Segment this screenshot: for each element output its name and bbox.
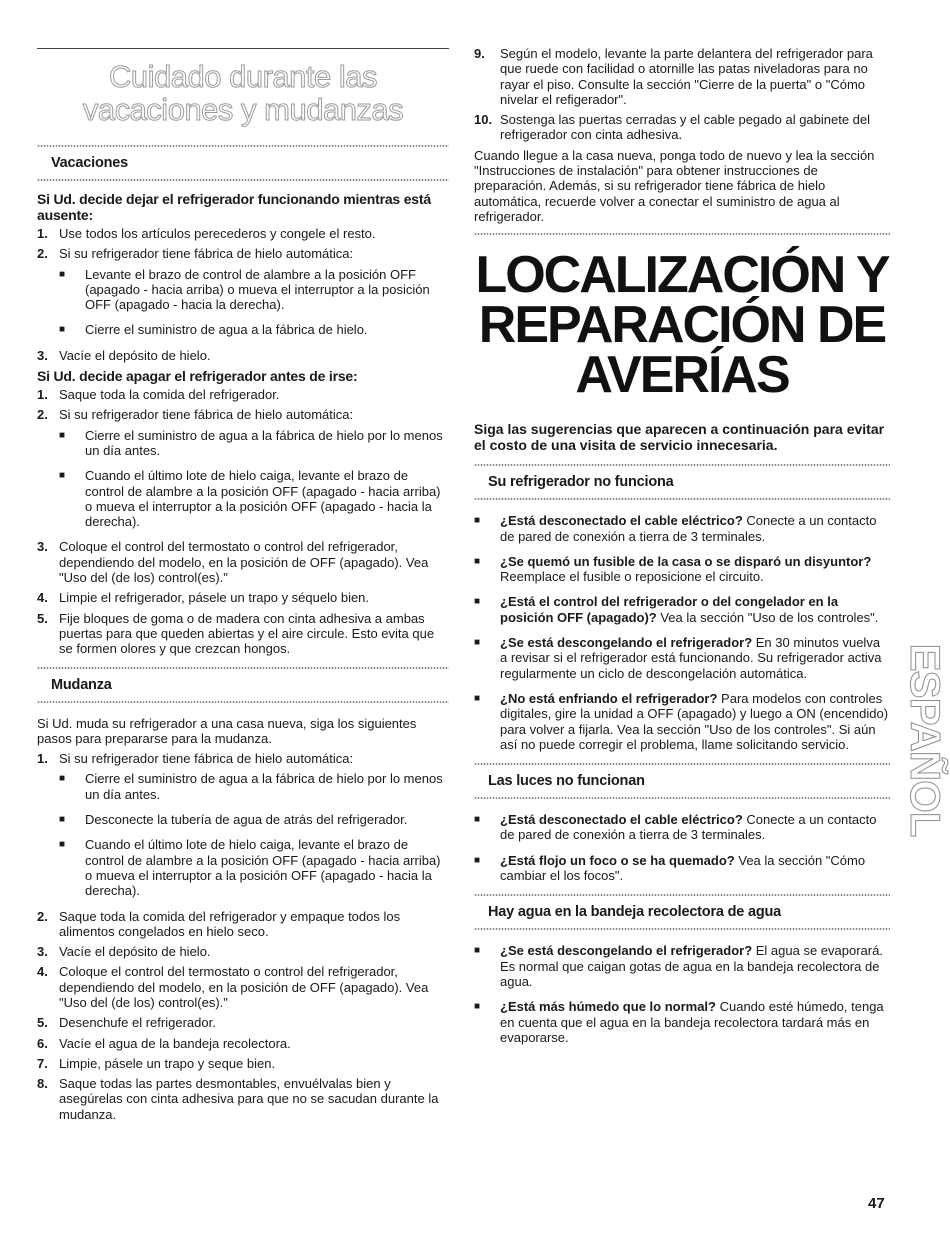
bullet-square-icon: ■ [474, 596, 481, 608]
bullet-square-icon: ■ [474, 555, 481, 567]
heading-agua-bandeja: Hay agua en la bandeja recolectora de agua [488, 904, 781, 921]
bullet-item: ■ ¿Está flojo un foco o se ha quemado? Vea la sección "Cómo cambiar el los focos". [474, 852, 866, 884]
bullet-item: ■ Cierre el suministro de agua a la fábrica de hielo. [59, 322, 368, 338]
heading-vacaciones: Vacaciones [51, 155, 128, 171]
lead-paragraph: Siga las sugerencias que aparecen a continuación para evitar el costo de una visita de servicio innecesaria. [474, 421, 885, 454]
page-number: 47 [868, 1195, 885, 1212]
bullet-square-icon: ■ [474, 945, 481, 957]
list-item: 4. Coloque el control del termostato o control del refrigerador, dependiendo del modelo, en la posición de OFF (apagado). Vea "Uso del (de los) control(es)." [37, 964, 429, 1010]
bullet-item: ■ ¿Se quemó un fusible de la casa o se disparó un disyuntor? Reemplace el fusible o reposicione el circuito. [474, 553, 872, 585]
list-item: 4. Limpie el refrigerador, pásele un trapo y séquelo bien. [37, 590, 370, 606]
bullet-square-icon: ■ [474, 814, 481, 826]
bullet-square-icon: ■ [474, 1001, 481, 1013]
bullet-item: ■ Levante el brazo de control de alambre a la posición OFF (apagado - hacia arriba) o mueva el interruptor a la posición OFF (apagado - hacia la derecha). [59, 266, 430, 313]
bullet-square-icon: ■ [474, 515, 481, 527]
list-item: 10. Sostenga las puertas cerradas y el cable pegado al gabinete del refrigerador con cinta adhesiva. [474, 112, 871, 143]
list-item: 2. Si su refrigerador tiene fábrica de hielo automática: [37, 246, 354, 262]
title-line: LOCALIZACIÓN Y [475, 246, 889, 305]
bullet-square-icon: ■ [59, 814, 66, 826]
section-title-vacations-moving: Cuidado durante las vacaciones y mudanzas [82, 59, 404, 127]
bullet-item: ■ ¿Está desconectado el cable eléctrico? Conecte a un contacto de pared de conexión a tierra de 3 terminales. [474, 513, 877, 544]
bullet-item: ■ ¿Está el control del refrigerador o del congelador en la posición OFF (apagado)? Vea la sección "Uso de los controles". [474, 594, 879, 625]
divider [474, 497, 890, 501]
bullet-square-icon: ■ [474, 637, 481, 649]
list-item: 3. Vacíe el depósito de hielo. [37, 944, 211, 960]
language-side-tab [902, 643, 949, 837]
side-tab-label: ESPAÑOL [902, 643, 949, 837]
divider [474, 796, 890, 800]
list-item: 2. Si su refrigerador tiene fábrica de hielo automática: [37, 407, 354, 423]
heading-mudanza: Mudanza [51, 676, 112, 693]
list-item: 1. Si su refrigerador tiene fábrica de hielo automática: [37, 751, 354, 767]
bullet-square-icon: ■ [59, 839, 66, 851]
list-item: 5. Fije bloques de goma o de madera con cinta adhesiva a ambas puertas para que queden abiertas y el aire circule. Esto evita que se formen olores y que crezcan hongos. [37, 610, 435, 657]
bullet-item: ■ ¿Se está descongelando el refrigerador? El agua se evaporará. Es normal que caigan gotas de agua en la bandeja recolectora de agua. [474, 943, 883, 989]
bullet-item: ■ Desconecte la tubería de agua de atrás del refrigerador. [59, 812, 408, 828]
subheading-turn-off: Si Ud. decide apagar el refrigerador antes de irse: [37, 368, 358, 385]
bullet-item: ■ ¿Se está descongelando el refrigerador? En 30 minutos vuelva a revisar si el refrigerador está funcionando. Su refrigerador activa regularmente un ciclo de descongelación automática. [474, 635, 882, 681]
bullet-item: ■ ¿Está desconectado el cable eléctrico? Conecte a un contacto de pared de conexión a tierra de 3 terminales. [474, 812, 877, 843]
bullet-item: ■ Cierre el suministro de agua a la fábrica de hielo por lo menos un día antes. [59, 771, 443, 802]
heading-no-funciona: Su refrigerador no funciona [488, 474, 674, 491]
bullet-item: ■ Cuando el último lote de hielo caiga, levante el brazo de control de alambre a la posición OFF (apagado - hacia arriba) o mueva el interruptor a la posición OFF (apagado - hacia la derecha). [59, 837, 441, 899]
bullet-square-icon: ■ [474, 854, 481, 866]
divider [37, 178, 449, 182]
list-item: 3. Coloque el control del termostato o control del refrigerador, dependiendo del modelo, en la posición de OFF (apagado). Vea "Uso del (de los) control(es)." [37, 539, 429, 586]
left-column [37, 48, 449, 1127]
subheading-leave-running: Si Ud. decide dejar el refrigerador funcionando mientras está ausente: [37, 191, 431, 223]
bullet-square-icon: ■ [59, 429, 66, 441]
list-item: 2. Saque toda la comida del refrigerador y empaque todos los alimentos congelados en hielo seco. [37, 908, 401, 939]
bullet-item: ■ Cierre el suministro de agua a la fábrica de hielo por lo menos un día antes. [59, 427, 443, 458]
list-item: 1. Use todos los artículos perecederos y congele el resto. [37, 226, 376, 241]
troubleshooting-title [474, 246, 890, 405]
title-line: AVERÍAS [575, 346, 789, 405]
right-column [474, 46, 890, 1055]
heading-luces: Las luces no funcionan [488, 773, 645, 790]
top-rule [37, 48, 449, 49]
bullet-square-icon: ■ [59, 268, 66, 280]
bullet-square-icon: ■ [59, 773, 66, 785]
list-item: 8. Saque todas las partes desmontables, envuélvalas bien y asegúrelas con cinta adhesiva para que no se sacudan durante la mudanza. [37, 1076, 439, 1122]
divider [37, 700, 449, 704]
bullet-square-icon: ■ [59, 470, 66, 482]
list-item: 6. Vacíe el agua de la bandeja recolectora. [37, 1035, 291, 1051]
list-item: 9. Según el modelo, levante la parte delantera del refrigerador para que ruede con facilidad o atornille las patas niveladoras para no rayar el piso. Consulte la sección "Cierre de la puerta" o "Cómo nivelar el refigerador". [474, 46, 873, 107]
list-item: 1. Saque toda la comida del refrigerador. [37, 387, 280, 403]
title-line: REPARACIÓN DE [478, 296, 886, 355]
bullet-item: ■ ¿No está enfriando el refrigerador? Para modelos con controles digitales, gire la unidad a OFF (apagado) y luego a ON (encendido) para volver a fijarla. Vea la sección "Uso de los controles". Si aún así no puede corregir el problema, llame solicitando servicio. [474, 690, 889, 752]
bullet-item: ■ Cuando el último lote de hielo caiga, levante el brazo de control de alambre a la posición OFF (apagado - hacia arriba) o mueva el interruptor a la posición OFF (apagado - hacia la derecha). [59, 468, 441, 530]
list-item: 7. Limpie, pásele un trapo y seque bien. [37, 1055, 276, 1071]
divider [474, 927, 890, 931]
paragraph: Si Ud. muda su refrigerador a una casa nueva, siga los siguientes pasos para prepararse para la mudanza. [37, 715, 417, 746]
list-item: 3. Vacíe el depósito de hielo. [37, 347, 211, 363]
paragraph: Cuando llegue a la casa nueva, ponga todo de nuevo y lea la sección "Instrucciones de instalación" para obtener instrucciones de preparación. Además, si su refrigerador tiene fábrica de hielo automática, recuerde volver a conectar el suministro de agua al refrigerador. [474, 147, 875, 224]
bullet-square-icon: ■ [474, 692, 481, 704]
divider [474, 232, 890, 236]
bullet-item: ■ ¿Está más húmedo que lo normal? Cuando esté húmedo, tenga en cuenta que el agua en la bandeja recolectora tardará más en evaporarse. [474, 999, 884, 1045]
bullet-square-icon: ■ [59, 324, 66, 336]
list-item: 5. Desenchufe el refrigerador. [37, 1015, 216, 1031]
